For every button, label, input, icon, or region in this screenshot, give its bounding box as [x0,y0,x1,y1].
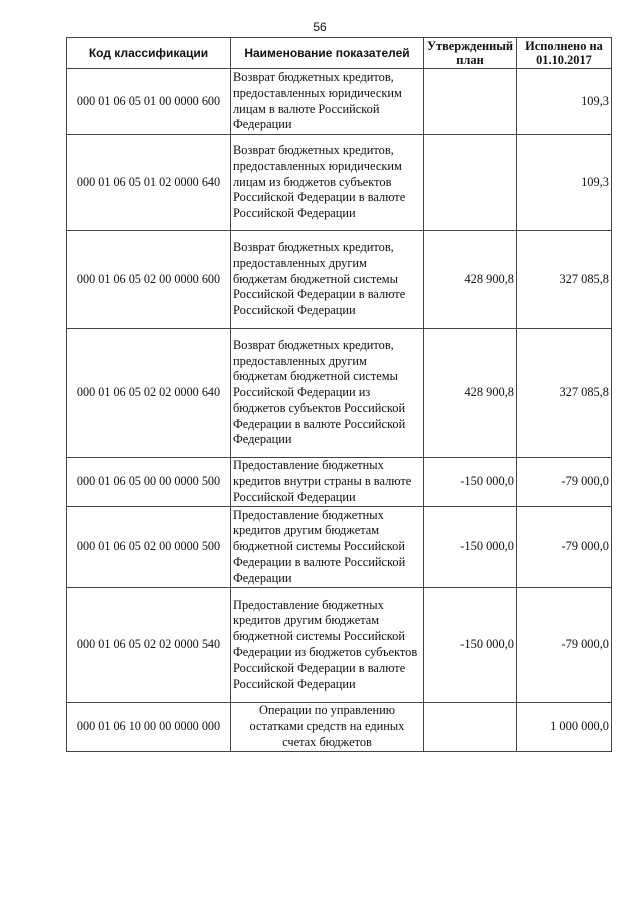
row-name: Предоставление бюджетных кредитов внутри страны в валюте Российской Федерации [231,458,424,507]
table-row [67,231,612,329]
row-name: Предоставление бюджетных кредитов другим бюджетам бюджетной системы Российской Федерации в валюте Российской Федерации [231,507,424,588]
row-name: Предоставление бюджетных кредитов другим бюджетам бюджетной системы Российской Федерации из бюджетов субъектов Российской Федерации в валюте Российской Федерации [231,588,424,703]
table-row [67,703,612,752]
row-code: 000 01 06 05 02 00 0000 500 [67,507,231,588]
row-name: Возврат бюджетных кредитов, предоставленных юридическим лицам из бюджетов субъектов Российской Федерации в валюте Российской Федерации [231,135,424,231]
row-plan [424,69,517,135]
table-header-row [67,38,612,69]
table-row [67,135,612,231]
row-executed: -79 000,0 [517,588,612,703]
row-executed: -79 000,0 [517,458,612,507]
row-executed: -79 000,0 [517,507,612,588]
header-plan: Утвержденный план [424,38,517,69]
table-row [67,507,612,588]
page-number: 56 [313,20,327,34]
header-executed: Исполнено на 01.10.2017 [517,38,612,69]
row-code: 000 01 06 10 00 00 0000 000 [67,703,231,752]
header-code: Код классификации [67,38,231,69]
table-row [67,588,612,703]
row-executed: 1 000 000,0 [517,703,612,752]
row-code: 000 01 06 05 01 02 0000 640 [67,135,231,231]
row-executed: 109,3 [517,135,612,231]
row-plan: 428 900,8 [424,231,517,329]
row-executed: 109,3 [517,69,612,135]
budget-table [66,37,612,752]
row-executed: 327 085,8 [517,329,612,458]
row-plan [424,135,517,231]
header-name: Наименование показателей [231,38,424,69]
row-plan: -150 000,0 [424,507,517,588]
row-plan: 428 900,8 [424,329,517,458]
row-executed: 327 085,8 [517,231,612,329]
row-code: 000 01 06 05 02 00 0000 600 [67,231,231,329]
row-name: Операции по управлению остатками средств на единых счетах бюджетов [231,703,424,752]
row-plan: -150 000,0 [424,458,517,507]
table-row [67,69,612,135]
row-name: Возврат бюджетных кредитов, предоставленных юридическим лицам в валюте Российской Федерации [231,69,424,135]
row-code: 000 01 06 05 02 02 0000 540 [67,588,231,703]
row-code: 000 01 06 05 00 00 0000 500 [67,458,231,507]
row-code: 000 01 06 05 02 02 0000 640 [67,329,231,458]
row-name: Возврат бюджетных кредитов, предоставленных другим бюджетам бюджетной системы Российской Федерации из бюджетов субъектов Российской Федерации в валюте Российской Федерации [231,329,424,458]
table-row [67,458,612,507]
row-code: 000 01 06 05 01 00 0000 600 [67,69,231,135]
row-name: Возврат бюджетных кредитов, предоставленных другим бюджетам бюджетной системы Российской Федерации в валюте Российской Федерации [231,231,424,329]
row-plan [424,703,517,752]
table-row [67,329,612,458]
row-plan: -150 000,0 [424,588,517,703]
